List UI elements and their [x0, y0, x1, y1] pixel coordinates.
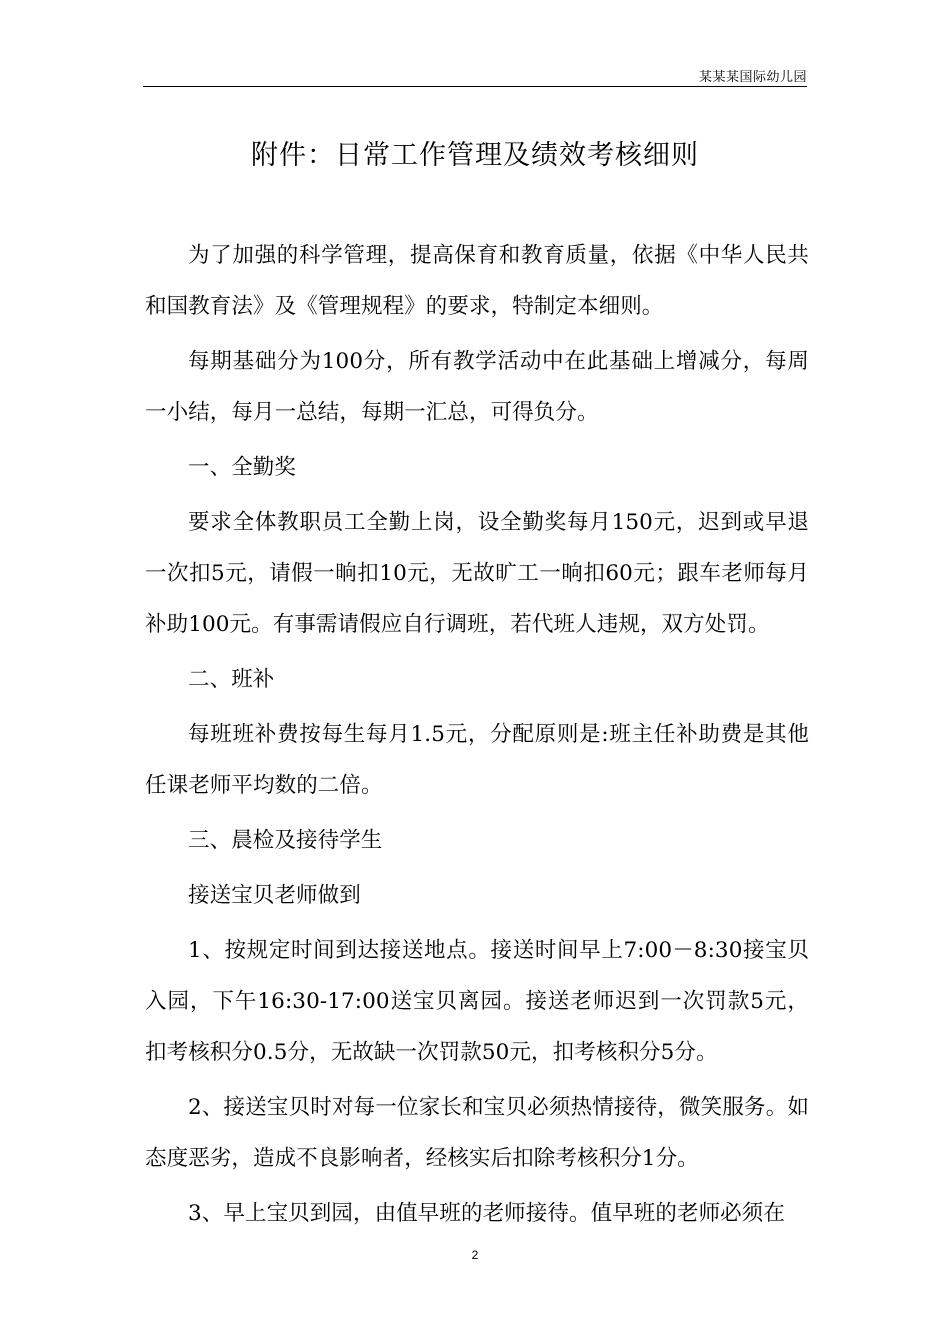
paragraph-rule-1: 1、按规定时间到达接送地点。接送时间早上7:00－8:30接宝贝入园，下午16:30-17:00送宝贝离园。接送老师迟到一次罚款5元，扣考核积分0.5分，无故缺一次罚款50元，扣考核积分5分。	[145, 938, 809, 1065]
section-heading-class-subsidy: 二、班补	[188, 667, 275, 692]
paragraph-class-subsidy: 每班班补费按每生每月1.5元，分配原则是:班主任补助费是其他任课老师平均数的二倍。	[145, 722, 809, 798]
document-title: 附件：日常工作管理及绩效考核细则	[251, 140, 699, 171]
paragraph-base-score: 每期基础分为100分，所有教学活动中在此基础上增减分，每周一小结，每月一总结，每期一汇总，可得负分。	[145, 349, 809, 425]
paragraph-rule-3: 3、早上宝贝到园，由值早班的老师接待。值早班的老师必须在	[188, 1201, 785, 1226]
paragraph-rule-2: 2、接送宝贝时对每一位家长和宝贝必须热情接待，微笑服务。如态度恶劣，造成不良影响者，经核实后扣除考核积分1分。	[145, 1095, 809, 1171]
header-org-name: 某某某国际幼儿园	[698, 70, 807, 85]
paragraph-attendance: 要求全体教职员工全勤上岗，设全勤奖每月150元，迟到或早退一次扣5元，请假一晌扣10元，无故旷工一晌扣60元；跟车老师每月补助100元。有事需请假应自行调班，若代班人违规，双方处罚。	[145, 510, 809, 637]
paragraph-pickup-intro: 接送宝贝老师做到	[188, 883, 361, 908]
section-heading-morning-check: 三、晨检及接待学生	[188, 828, 383, 853]
section-heading-attendance: 一、全勤奖	[188, 455, 297, 480]
header-divider	[143, 86, 807, 87]
page-number: 2	[471, 1248, 479, 1262]
document-body	[145, 230, 809, 1243]
paragraph-intro: 为了加强的科学管理，提高保育和教育质量，依据《中华人民共和国教育法》及《管理规程》的要求，特制定本细则。	[145, 243, 809, 319]
